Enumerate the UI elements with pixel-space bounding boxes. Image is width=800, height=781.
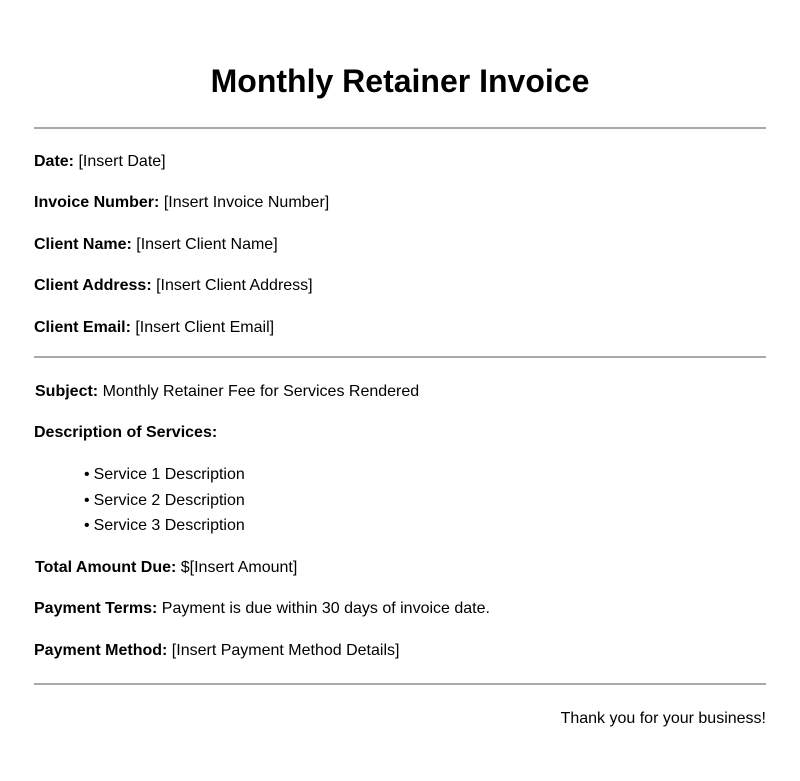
- client-email-field: [34, 318, 274, 338]
- list-item: [84, 491, 245, 517]
- date-label: Date:: [34, 153, 75, 170]
- total-amount-label: Total Amount Due:: [35, 559, 177, 576]
- divider-top: [34, 127, 766, 129]
- date-field: [34, 152, 166, 172]
- date-value: [Insert Date]: [78, 153, 166, 170]
- services-label: Description of Services:: [34, 424, 218, 441]
- invoice-number-label: Invoice Number:: [34, 194, 160, 211]
- service-3-text: Service 3 Description: [93, 517, 245, 534]
- divider-middle: [34, 356, 766, 358]
- client-address-field: [34, 276, 313, 296]
- payment-method-field: [34, 641, 399, 661]
- total-amount-field: [35, 558, 297, 578]
- client-address-value: [Insert Client Address]: [156, 277, 313, 294]
- divider-bottom: [34, 683, 766, 685]
- client-name-label: Client Name:: [34, 236, 132, 253]
- payment-method-label: Payment Method:: [34, 642, 168, 659]
- service-2-text: Service 2 Description: [93, 491, 245, 509]
- bullet-icon: •: [84, 491, 90, 509]
- client-name-field: [34, 235, 278, 255]
- payment-terms-label: Payment Terms:: [34, 600, 158, 617]
- services-list: [84, 465, 245, 542]
- subject-label: Subject:: [35, 383, 99, 400]
- client-email-label: Client Email:: [34, 319, 131, 336]
- total-amount-value: $[Insert Amount]: [180, 559, 298, 576]
- payment-terms-field: [34, 599, 490, 619]
- list-item: [84, 465, 245, 491]
- list-item: [84, 516, 245, 542]
- subject-field: [35, 382, 419, 402]
- client-name-value: [Insert Client Name]: [136, 236, 278, 253]
- payment-method-value: [Insert Payment Method Details]: [171, 642, 400, 659]
- subject-value: Monthly Retainer Fee for Services Rendered: [102, 383, 420, 400]
- payment-terms-value: Payment is due within 30 days of invoice date.: [161, 600, 490, 617]
- client-address-label: Client Address:: [34, 277, 152, 294]
- bullet-icon: •: [84, 466, 90, 483]
- services-heading: [34, 423, 217, 443]
- invoice-number-field: [34, 193, 329, 213]
- client-email-value: [Insert Client Email]: [135, 319, 275, 336]
- invoice-number-value: [Insert Invoice Number]: [163, 194, 330, 211]
- closing-message: Thank you for your business!: [560, 710, 766, 727]
- page-title: Monthly Retainer Invoice: [210, 63, 590, 99]
- bullet-icon: •: [84, 517, 90, 534]
- service-1-text: Service 1 Description: [93, 466, 245, 483]
